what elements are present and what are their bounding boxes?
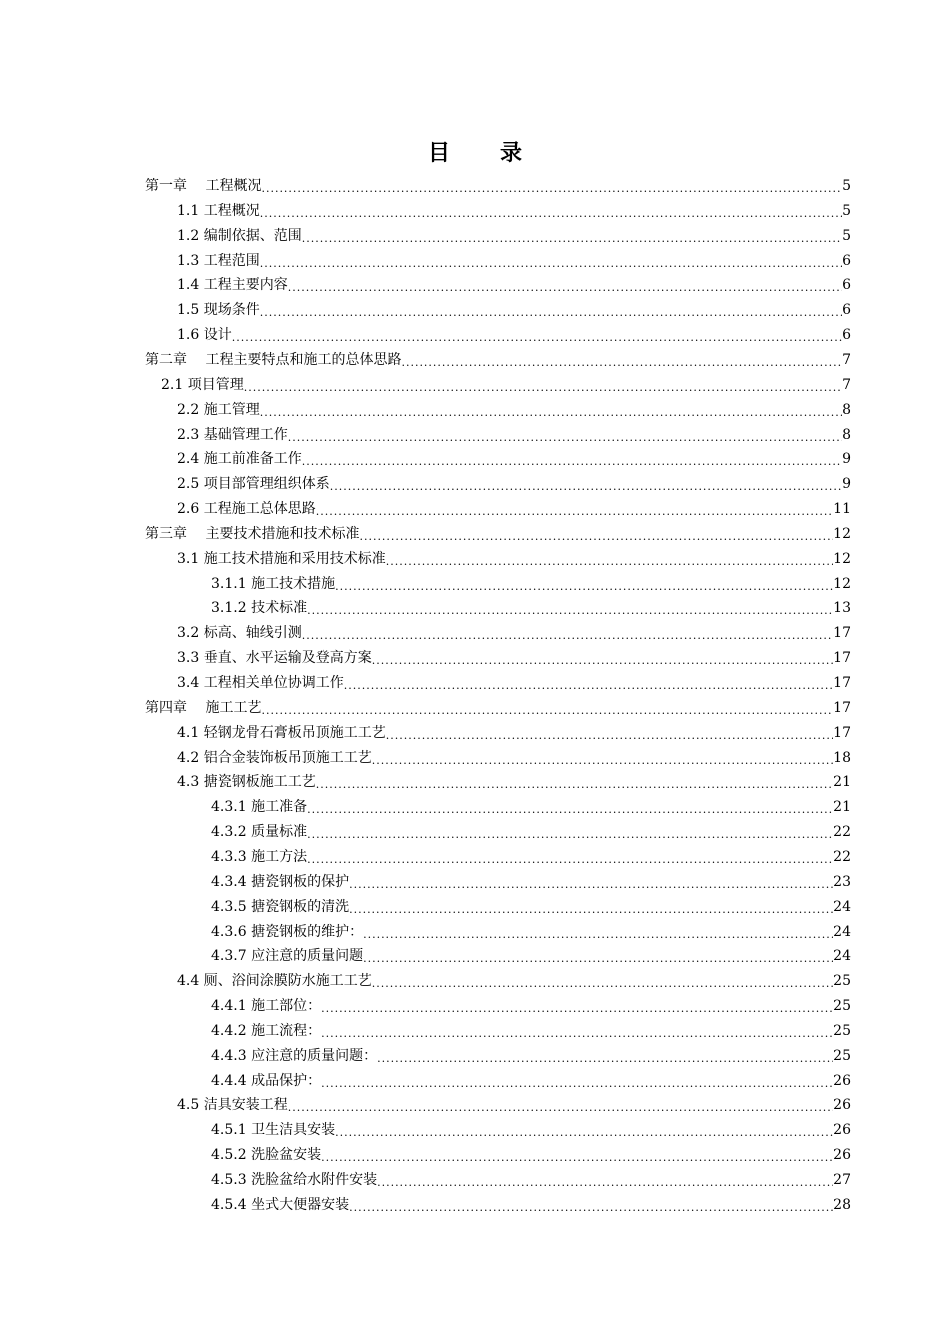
toc-entry-page: 9	[842, 476, 851, 492]
toc-entry[interactable]	[211, 921, 851, 943]
toc-entry-page: 18	[833, 750, 851, 766]
toc-dot-leader	[363, 921, 833, 943]
toc-entry-label: 4.3.7 应注意的质量问题	[211, 948, 364, 964]
toc-entry-page: 12	[833, 526, 851, 542]
toc-entry-page: 24	[833, 899, 851, 915]
toc-entry[interactable]	[145, 697, 851, 719]
toc-entry-label: 3.1.2 技术标准	[211, 600, 308, 616]
toc-entry-label: 3.2 标高、轴线引测	[177, 625, 302, 641]
toc-entry[interactable]	[211, 871, 851, 893]
toc-dot-leader	[316, 498, 833, 520]
toc-dot-leader	[349, 896, 833, 918]
page-title: 目 录	[427, 140, 536, 166]
toc-dot-leader	[372, 970, 833, 992]
toc-entry-label: 3.4 工程相关单位协调工作	[177, 675, 344, 691]
toc-dot-leader	[244, 374, 842, 396]
toc-entry-label: 4.5.3 洗脸盆给水附件安装	[211, 1172, 378, 1188]
toc-entry[interactable]	[211, 1020, 851, 1042]
toc-entry[interactable]	[177, 1094, 851, 1116]
toc-entry-page: 22	[833, 849, 851, 865]
toc-entry[interactable]	[177, 722, 851, 744]
toc-entry-label: 4.3.5 搪瓷钢板的清洗	[211, 899, 350, 915]
toc-entry-page: 26	[833, 1147, 851, 1163]
toc-dot-leader	[288, 274, 842, 296]
toc-entry[interactable]	[177, 647, 851, 669]
toc-entry[interactable]	[211, 1169, 851, 1191]
toc-entry-label: 4.3.6 搪瓷钢板的维护：	[211, 924, 364, 940]
toc-dot-leader	[302, 622, 833, 644]
toc-entry-page: 7	[842, 377, 851, 393]
toc-dot-leader	[232, 324, 842, 346]
toc-entry-label: 4.4.2 施工流程：	[211, 1023, 322, 1039]
toc-entry-page: 23	[833, 874, 851, 890]
toc-entry[interactable]	[177, 274, 851, 296]
toc-entry[interactable]	[211, 995, 851, 1017]
toc-dot-leader	[386, 722, 833, 744]
toc-dot-leader	[261, 175, 842, 197]
toc-entry-label: 第一章 工程概况	[145, 178, 262, 194]
toc-dot-leader	[302, 225, 842, 247]
toc-entry[interactable]	[211, 846, 851, 868]
toc-entry-label: 1.2 编制依据、范围	[177, 228, 302, 244]
toc-dot-leader	[316, 771, 833, 793]
toc-entry-label: 2.2 施工管理	[177, 402, 260, 418]
toc-dot-leader	[330, 473, 842, 495]
toc-entry[interactable]	[177, 225, 851, 247]
toc-entry[interactable]	[211, 821, 851, 843]
toc-dot-leader	[386, 548, 833, 570]
toc-entry-label: 4.5 洁具安装工程	[177, 1097, 288, 1113]
toc-entry[interactable]	[211, 1144, 851, 1166]
toc-dot-leader	[344, 672, 833, 694]
toc-dot-leader	[260, 299, 842, 321]
toc-dot-leader	[261, 697, 833, 719]
toc-entry-page: 6	[842, 253, 851, 269]
toc-entry-page: 25	[833, 1048, 851, 1064]
toc-entry-label: 4.3.2 质量标准	[211, 824, 308, 840]
toc-entry-label: 2.3 基础管理工作	[177, 427, 288, 443]
toc-entry[interactable]	[177, 672, 851, 694]
toc-dot-leader	[321, 1144, 833, 1166]
toc-entry-label: 2.4 施工前准备工作	[177, 451, 302, 467]
toc-entry-label: 4.5.4 坐式大便器安装	[211, 1197, 350, 1213]
toc-entry[interactable]	[211, 597, 851, 619]
toc-dot-leader	[349, 871, 833, 893]
toc-entry-label: 4.3 搪瓷钢板施工工艺	[177, 774, 316, 790]
toc-entry[interactable]	[177, 548, 851, 570]
toc-entry-page: 28	[833, 1197, 851, 1213]
toc-dot-leader	[377, 1045, 833, 1067]
toc-dot-leader	[335, 573, 833, 595]
toc-dot-leader	[260, 399, 842, 421]
toc-dot-leader	[335, 1119, 833, 1141]
toc-dot-leader	[288, 424, 842, 446]
toc-entry-label: 第三章 主要技术措施和技术标准	[145, 526, 360, 542]
toc-entry[interactable]	[177, 399, 851, 421]
toc-entry-page: 17	[833, 625, 851, 641]
toc-entry-page: 21	[833, 774, 851, 790]
toc-dot-leader	[307, 821, 833, 843]
toc-dot-leader	[321, 1020, 833, 1042]
toc-entry-label: 4.3.4 搪瓷钢板的保护	[211, 874, 350, 890]
toc-entry[interactable]	[177, 299, 851, 321]
toc-entry-label: 第四章 施工工艺	[145, 700, 262, 716]
toc-entry-label: 3.3 垂直、水平运输及登高方案	[177, 650, 372, 666]
toc-entry[interactable]	[161, 374, 851, 396]
toc-entry-label: 4.4.4 成品保护：	[211, 1073, 322, 1089]
toc-entry[interactable]	[145, 175, 851, 197]
toc-entry[interactable]	[177, 473, 851, 495]
toc-dot-leader	[302, 448, 842, 470]
toc-entry-label: 1.1 工程概况	[177, 203, 260, 219]
toc-entry-label: 1.4 工程主要内容	[177, 277, 288, 293]
toc-dot-leader	[288, 1094, 833, 1116]
toc-entry[interactable]	[177, 324, 851, 346]
toc-entry[interactable]	[177, 448, 851, 470]
toc-entry-label: 3.1 施工技术措施和采用技术标准	[177, 551, 386, 567]
toc-entry-label: 4.4 厕、浴间涂膜防水施工工艺	[177, 973, 372, 989]
toc-entry-page: 8	[842, 402, 851, 418]
toc-entry[interactable]	[145, 523, 851, 545]
toc-dot-leader	[321, 995, 833, 1017]
toc-entry[interactable]	[211, 896, 851, 918]
toc-entry-page: 25	[833, 998, 851, 1014]
toc-entry-page: 24	[833, 948, 851, 964]
toc-dot-leader	[307, 846, 833, 868]
toc-entry-page: 6	[842, 327, 851, 343]
toc-entry-page: 13	[833, 600, 851, 616]
toc-entry-page: 12	[833, 576, 851, 592]
toc-entry-page: 21	[833, 799, 851, 815]
toc-entry-page: 25	[833, 973, 851, 989]
toc-entry-page: 5	[842, 178, 851, 194]
toc-dot-leader	[372, 647, 833, 669]
toc-entry-label: 1.6 设计	[177, 327, 232, 343]
toc-entry-page: 11	[833, 501, 851, 517]
toc-entry-label: 2.1 项目管理	[161, 377, 244, 393]
toc-entry-label: 4.5.1 卫生洁具安装	[211, 1122, 336, 1138]
toc-entry[interactable]	[211, 573, 851, 595]
toc-entry-page: 8	[842, 427, 851, 443]
toc-dot-leader	[307, 796, 833, 818]
toc-dot-leader	[349, 1194, 833, 1216]
toc-dot-leader	[377, 1169, 833, 1191]
toc-entry-page: 7	[842, 352, 851, 368]
toc-entry-label: 3.1.1 施工技术措施	[211, 576, 336, 592]
toc-entry-page: 17	[833, 675, 851, 691]
toc-dot-leader	[321, 1070, 833, 1092]
toc-entry-label: 1.5 现场条件	[177, 302, 260, 318]
toc-dot-leader	[260, 250, 842, 272]
toc-entry-page: 17	[833, 700, 851, 716]
toc-entry-page: 27	[833, 1172, 851, 1188]
toc-entry[interactable]	[177, 747, 851, 769]
toc-entry-label: 4.2 铝合金装饰板吊顶施工工艺	[177, 750, 372, 766]
toc-dot-leader	[359, 523, 833, 545]
toc-entry[interactable]	[211, 1045, 851, 1067]
toc-entry-page: 17	[833, 650, 851, 666]
toc-entry[interactable]	[211, 796, 851, 818]
toc-entry-label: 4.4.1 施工部位：	[211, 998, 322, 1014]
toc-entry-page: 5	[842, 228, 851, 244]
toc-entry[interactable]	[211, 945, 851, 967]
toc-entry-page: 24	[833, 924, 851, 940]
toc-entry[interactable]	[177, 498, 851, 520]
toc-dot-leader	[260, 200, 842, 222]
toc-dot-leader	[363, 945, 833, 967]
toc-entry[interactable]	[145, 349, 851, 371]
toc-entry-page: 6	[842, 302, 851, 318]
toc-entry-page: 26	[833, 1097, 851, 1113]
toc-entry[interactable]	[177, 200, 851, 222]
toc-entry[interactable]	[177, 771, 851, 793]
toc-entry[interactable]	[177, 250, 851, 272]
toc-entry-label: 4.4.3 应注意的质量问题：	[211, 1048, 378, 1064]
toc-entry-page: 26	[833, 1073, 851, 1089]
toc-entry-page: 26	[833, 1122, 851, 1138]
toc-entry-page: 9	[842, 451, 851, 467]
toc-entry-page: 5	[842, 203, 851, 219]
toc-entry[interactable]	[211, 1070, 851, 1092]
toc-entry[interactable]	[211, 1119, 851, 1141]
toc-entry-label: 2.5 项目部管理组织体系	[177, 476, 330, 492]
toc-entry-label: 4.1 轻钢龙骨石膏板吊顶施工工艺	[177, 725, 386, 741]
toc-entry-page: 12	[833, 551, 851, 567]
toc-entry-page: 25	[833, 1023, 851, 1039]
toc-entry-label: 4.3.1 施工准备	[211, 799, 308, 815]
toc-entry[interactable]	[177, 424, 851, 446]
toc-entry-label: 2.6 工程施工总体思路	[177, 501, 316, 517]
toc-entry-page: 22	[833, 824, 851, 840]
toc-entry-page: 6	[842, 277, 851, 293]
toc-entry-page: 17	[833, 725, 851, 741]
toc-dot-leader	[401, 349, 842, 371]
toc-entry[interactable]	[177, 622, 851, 644]
toc-entry[interactable]	[177, 970, 851, 992]
toc-dot-leader	[307, 597, 833, 619]
toc-entry-label: 4.3.3 施工方法	[211, 849, 308, 865]
toc-entry[interactable]	[211, 1194, 851, 1216]
toc-dot-leader	[372, 747, 833, 769]
toc-entry-label: 1.3 工程范围	[177, 253, 260, 269]
toc-entry-label: 4.5.2 洗脸盆安装	[211, 1147, 322, 1163]
toc-entry-label: 第二章 工程主要特点和施工的总体思路	[145, 352, 402, 368]
